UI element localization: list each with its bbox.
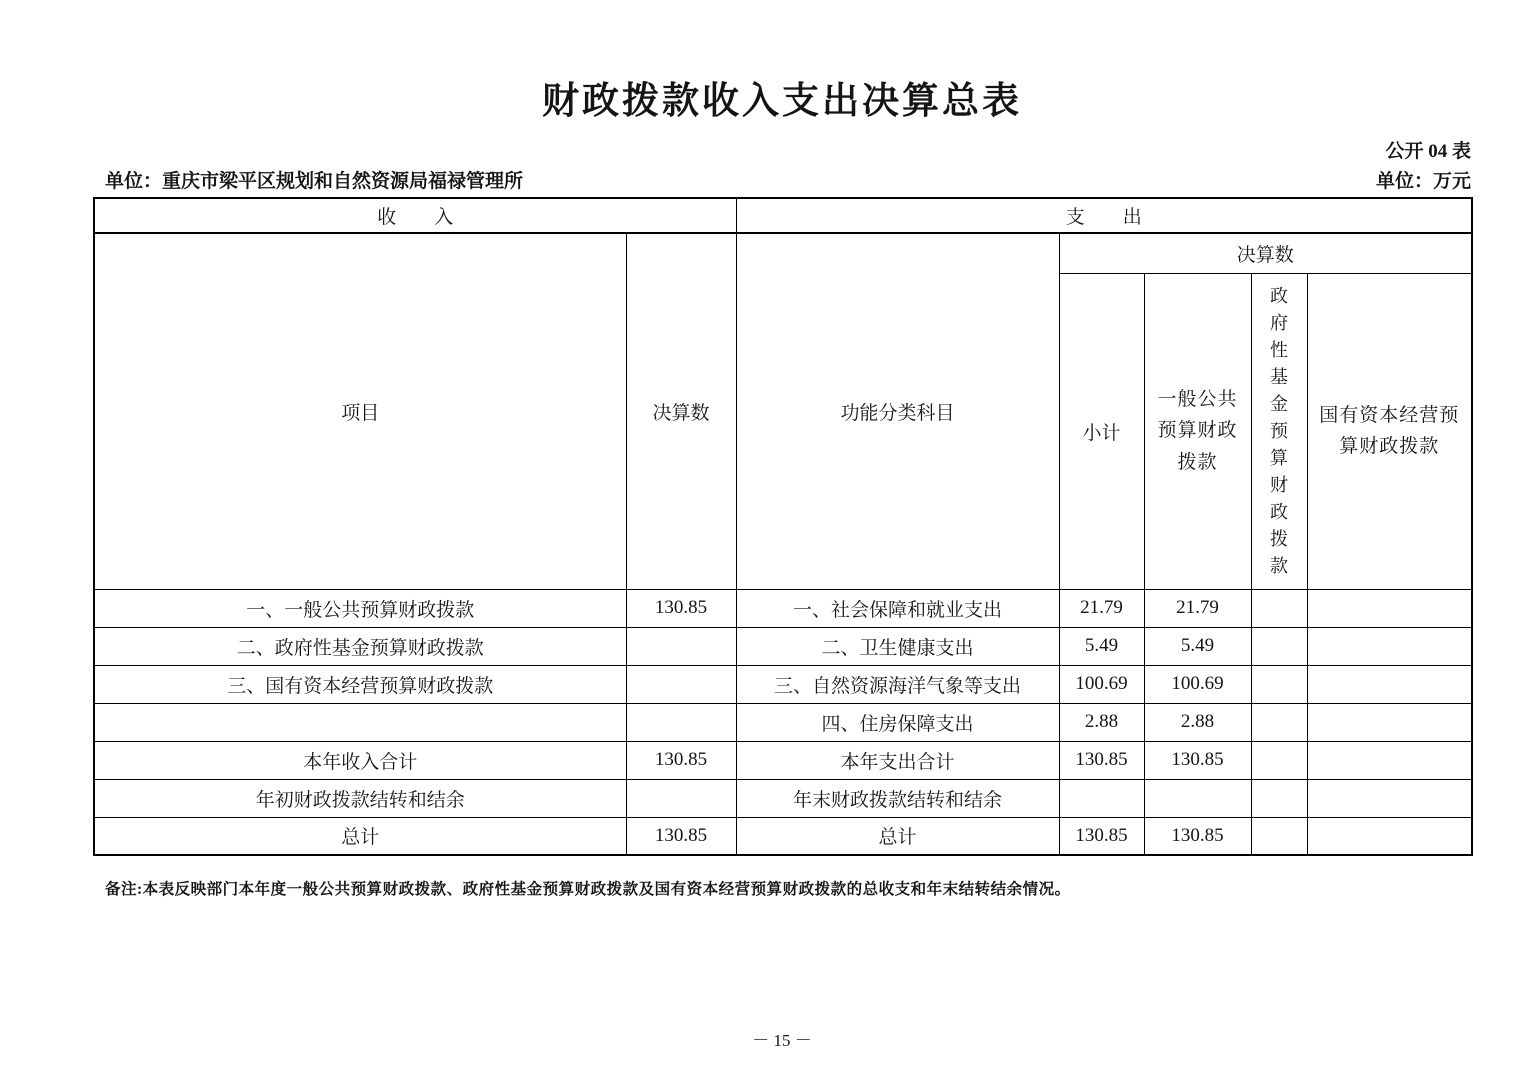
income-section-header: 收 入 (94, 198, 736, 233)
expense-amount-group-header: 决算数 (1059, 233, 1472, 273)
fiscal-appropriation-table (93, 197, 1473, 856)
gov-fund-header (1251, 273, 1307, 589)
state-capital-cell (1307, 741, 1472, 779)
expense-item-cell: 本年支出合计 (736, 741, 1059, 779)
general-budget-cell: 21.79 (1144, 589, 1251, 627)
subtotal-cell: 130.85 (1059, 817, 1144, 855)
state-capital-cell (1307, 627, 1472, 665)
subtotal-cell (1059, 779, 1144, 817)
state-capital-header (1307, 273, 1472, 589)
gov-fund-cell (1251, 703, 1307, 741)
general-budget-cell: 130.85 (1144, 817, 1251, 855)
expense-item-cell: 年末财政拨款结转和结余 (736, 779, 1059, 817)
table-code-label: 公开 04 表 (1385, 141, 1471, 162)
state-capital-cell (1307, 779, 1472, 817)
gov-fund-cell (1251, 627, 1307, 665)
income-item-cell: 三、国有资本经营预算财政拨款 (94, 665, 626, 703)
income-item-cell: 年初财政拨款结转和结余 (94, 779, 626, 817)
expense-item-cell: 总计 (736, 817, 1059, 855)
gov-fund-cell (1251, 779, 1307, 817)
gov-fund-cell (1251, 741, 1307, 779)
page-title: 财政拨款收入支出决算总表 (542, 81, 1022, 122)
footnote: 备注:本表反映部门本年度一般公共预算财政拨款、政府性基金预算财政拨款及国有资本经营预算财政拨款的总收支和年末结转结余情况。 (105, 881, 1071, 898)
table-row (94, 779, 1472, 817)
subtotal-header: 小计 (1059, 273, 1144, 589)
income-amount-cell: 130.85 (626, 817, 736, 855)
expense-item-header: 功能分类科目 (736, 233, 1059, 589)
general-budget-cell: 100.69 (1144, 665, 1251, 703)
section-header-row (94, 198, 1472, 233)
gov-fund-cell (1251, 589, 1307, 627)
state-capital-cell (1307, 665, 1472, 703)
state-capital-cell (1307, 589, 1472, 627)
state-capital-header-text: 国有资本经营预算财政拨款 (1319, 404, 1460, 457)
general-budget-cell: 5.49 (1144, 627, 1251, 665)
gov-fund-cell (1251, 817, 1307, 855)
general-budget-cell: 130.85 (1144, 741, 1251, 779)
expense-item-cell: 四、住房保障支出 (736, 703, 1059, 741)
table-row (94, 627, 1472, 665)
income-amount-cell: 130.85 (626, 741, 736, 779)
income-amount-cell (626, 779, 736, 817)
gov-fund-header-text: 政府性基金预算财政拨款 (1270, 285, 1289, 576)
page-number: － 15 － (752, 1031, 812, 1050)
expense-item-cell: 一、社会保障和就业支出 (736, 589, 1059, 627)
expense-item-cell: 二、卫生健康支出 (736, 627, 1059, 665)
meta-row (93, 166, 1471, 193)
expense-item-cell: 三、自然资源海洋气象等支出 (736, 665, 1059, 703)
subtotal-cell: 130.85 (1059, 741, 1144, 779)
table-row (94, 589, 1472, 627)
subtotal-cell: 2.88 (1059, 703, 1144, 741)
org-unit-label: 单位：重庆市梁平区规划和自然资源局福禄管理所 (105, 171, 524, 192)
income-amount-cell (626, 665, 736, 703)
income-amount-cell (626, 627, 736, 665)
table-row (94, 703, 1472, 741)
income-item-cell (94, 703, 626, 741)
currency-unit-label: 单位：万元 (1375, 171, 1471, 192)
expense-section-header: 支 出 (736, 198, 1472, 233)
subtotal-cell: 100.69 (1059, 665, 1144, 703)
state-capital-cell (1307, 703, 1472, 741)
subtotal-cell: 21.79 (1059, 589, 1144, 627)
income-amount-header: 决算数 (626, 233, 736, 589)
column-header-row (94, 233, 1472, 273)
income-item-cell: 一、一般公共预算财政拨款 (94, 589, 626, 627)
income-amount-cell: 130.85 (626, 589, 736, 627)
table-row-subtotal (94, 741, 1472, 779)
income-item-cell: 本年收入合计 (94, 741, 626, 779)
general-budget-cell: 2.88 (1144, 703, 1251, 741)
income-amount-cell (626, 703, 736, 741)
general-budget-cell (1144, 779, 1251, 817)
state-capital-cell (1307, 817, 1472, 855)
gov-fund-cell (1251, 665, 1307, 703)
income-item-header: 项目 (94, 233, 626, 589)
income-item-cell: 总计 (94, 817, 626, 855)
general-budget-header (1144, 273, 1251, 589)
subtotal-cell: 5.49 (1059, 627, 1144, 665)
income-item-cell: 二、政府性基金预算财政拨款 (94, 627, 626, 665)
table-row (94, 665, 1472, 703)
general-budget-header-text: 一般公共预算财政拨款 (1157, 388, 1238, 473)
table-row-total (94, 817, 1472, 855)
